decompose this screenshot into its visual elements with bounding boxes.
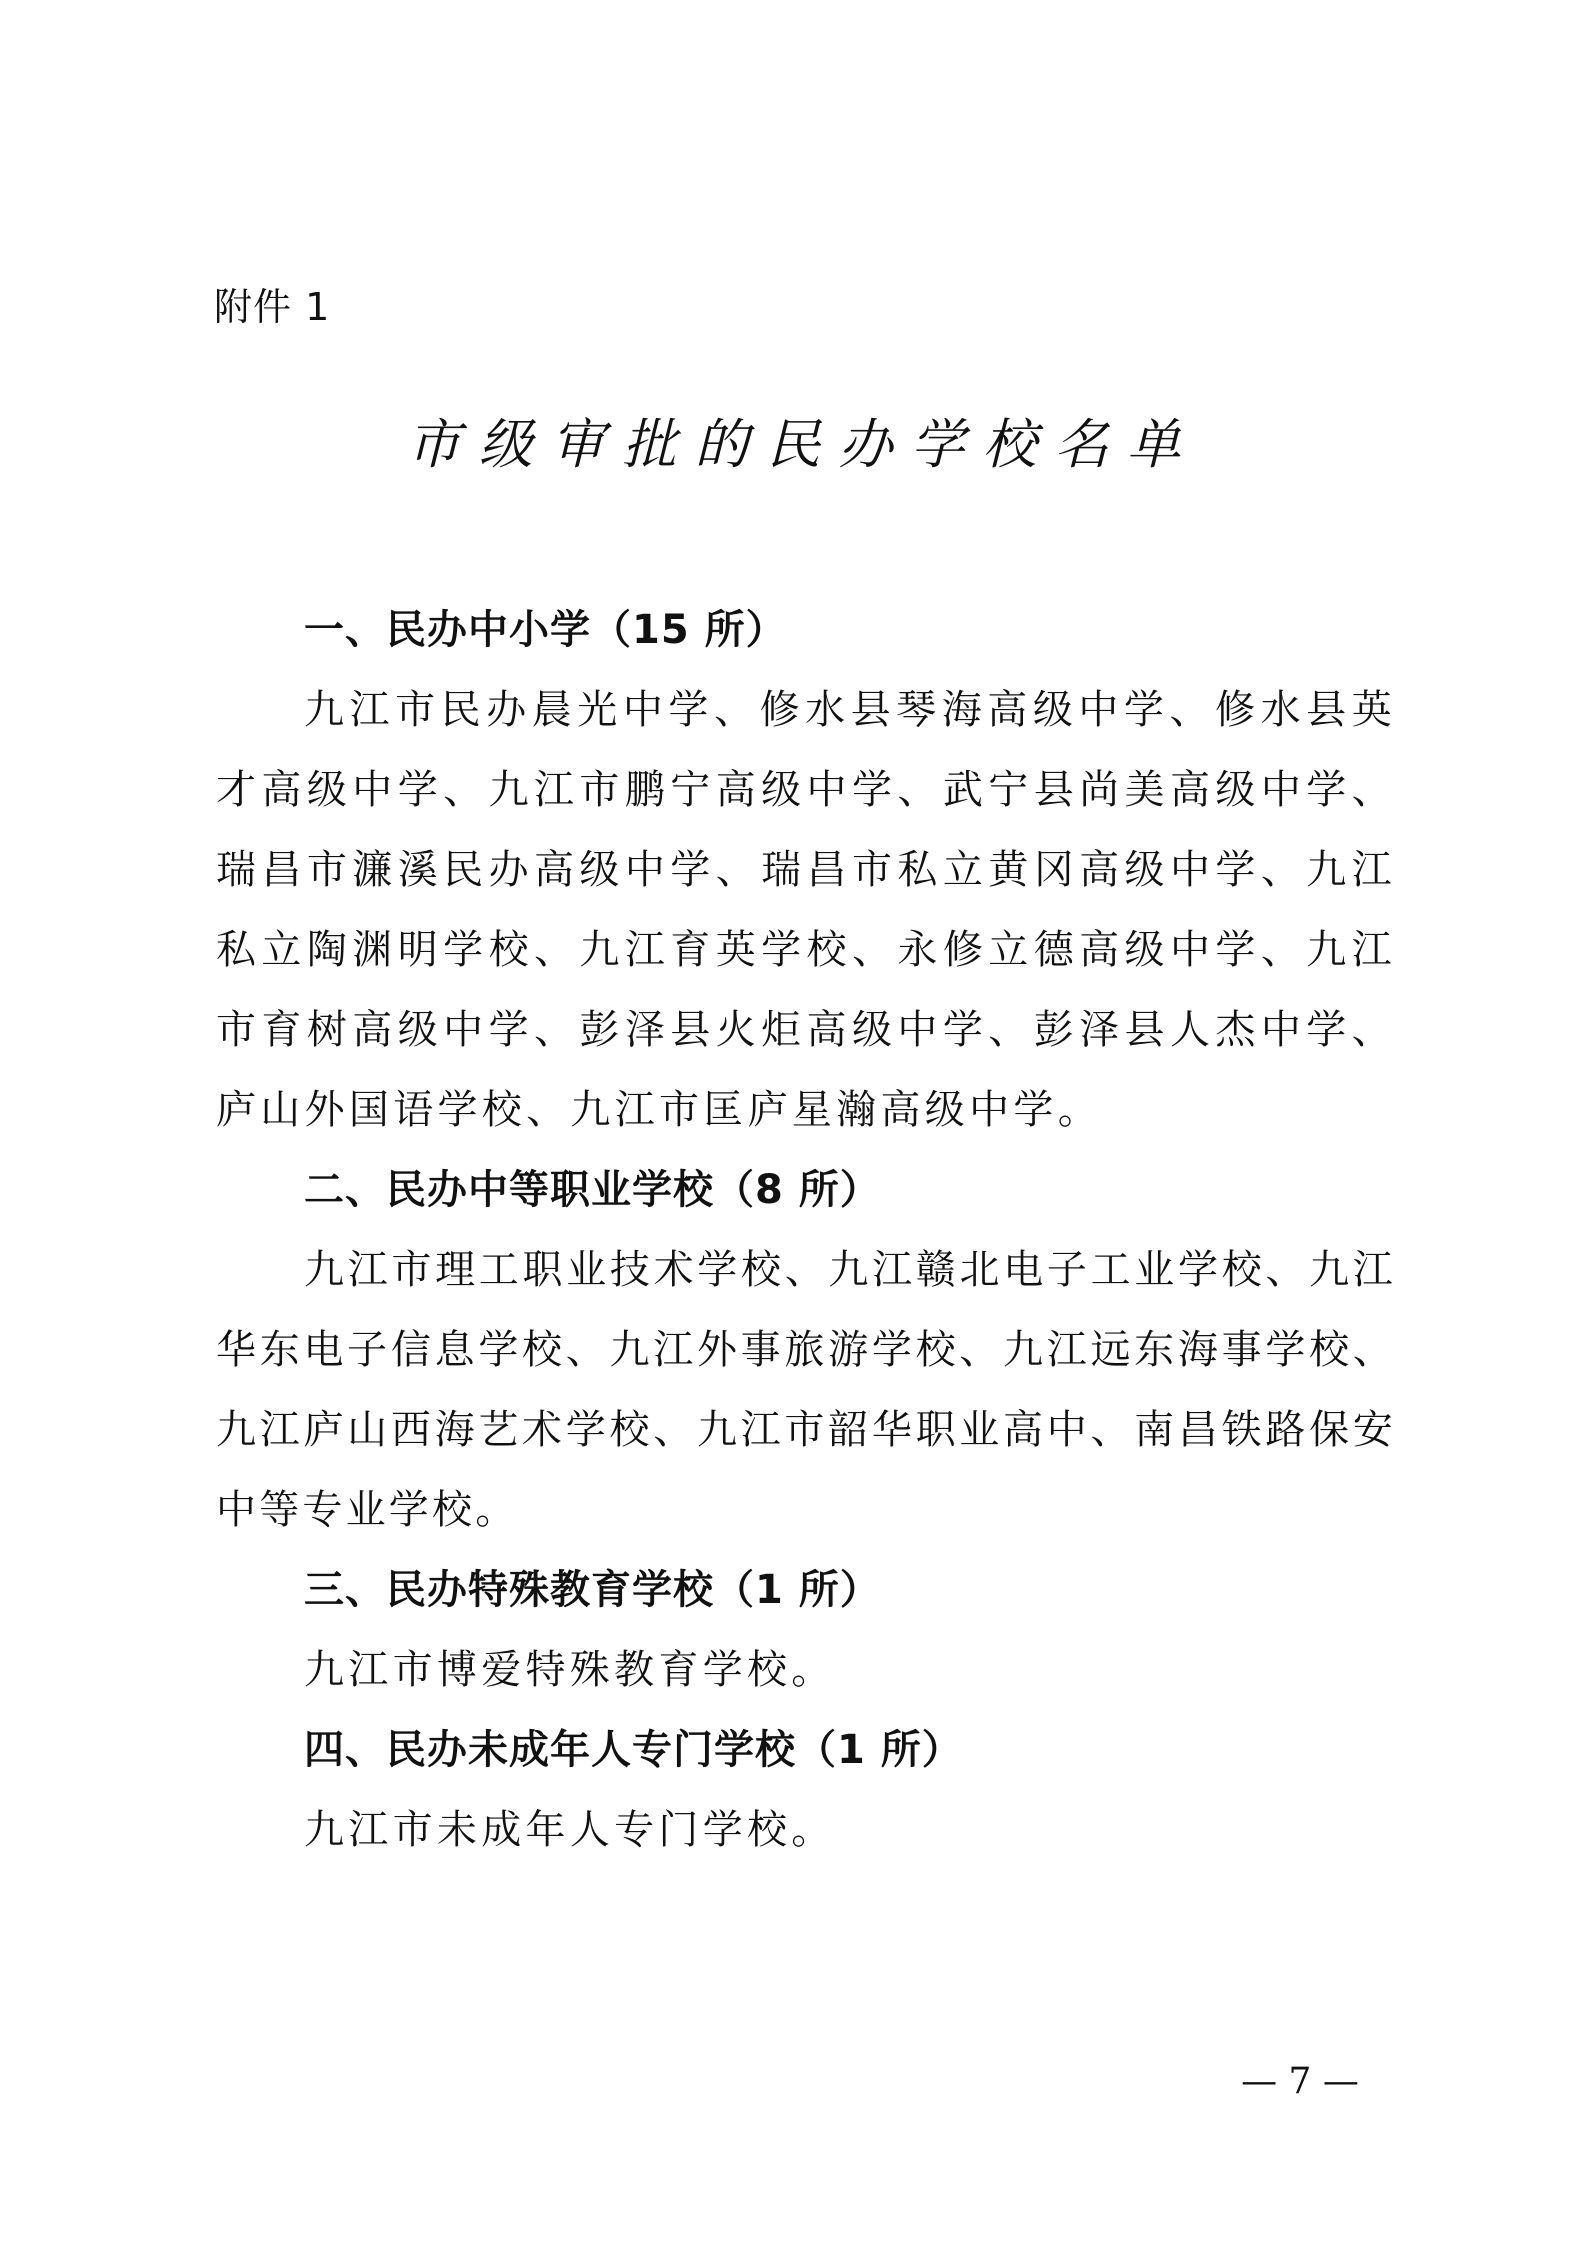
section-heading: 二、民办中等职业学校（8 所） <box>304 1167 881 1213</box>
section-heading: 四、民办未成年人专门学校（1 所） <box>304 1727 963 1773</box>
section-vocational <box>216 1150 1396 1550</box>
section-juvenile <box>216 1710 1396 1870</box>
section-school-list: 九江市理工职业技术学校、九江赣北电子工业学校、九江华东电子信息学校、九江外事旅游学校、九江远东海事学校、九江庐山西海艺术学校、九江市韶华职业高中、南昌铁路保安中等专业学校。 <box>216 1247 1396 1533</box>
section-heading: 一、民办中小学（15 所） <box>304 607 787 653</box>
section-school-list: 九江市民办晨光中学、修水县琴海高级中学、修水县英才高级中学、九江市鹏宁高级中学、武宁县尚美高级中学、瑞昌市濂溪民办高级中学、瑞昌市私立黄冈高级中学、九江私立陶渊明学校、九江育英学校、永修立德高级中学、九江市育树高级中学、彭泽县火炬高级中学、彭泽县人杰中学、庐山外国语学校、九江市匡庐星瀚高级中学。 <box>216 687 1396 1133</box>
section-school-list: 九江市博爱特殊教育学校。 <box>304 1647 836 1693</box>
section-primary-secondary <box>216 590 1396 1150</box>
section-special-education <box>216 1550 1396 1710</box>
section-heading: 三、民办特殊教育学校（1 所） <box>304 1567 881 1613</box>
page-number: — 7 — <box>1241 2061 1359 2102</box>
document-body <box>216 590 1396 1870</box>
document-title: 市级审批的民办学校名单 <box>406 413 1199 476</box>
attachment-label: 附件 1 <box>214 285 331 329</box>
section-school-list: 九江市未成年人专门学校。 <box>304 1807 836 1853</box>
